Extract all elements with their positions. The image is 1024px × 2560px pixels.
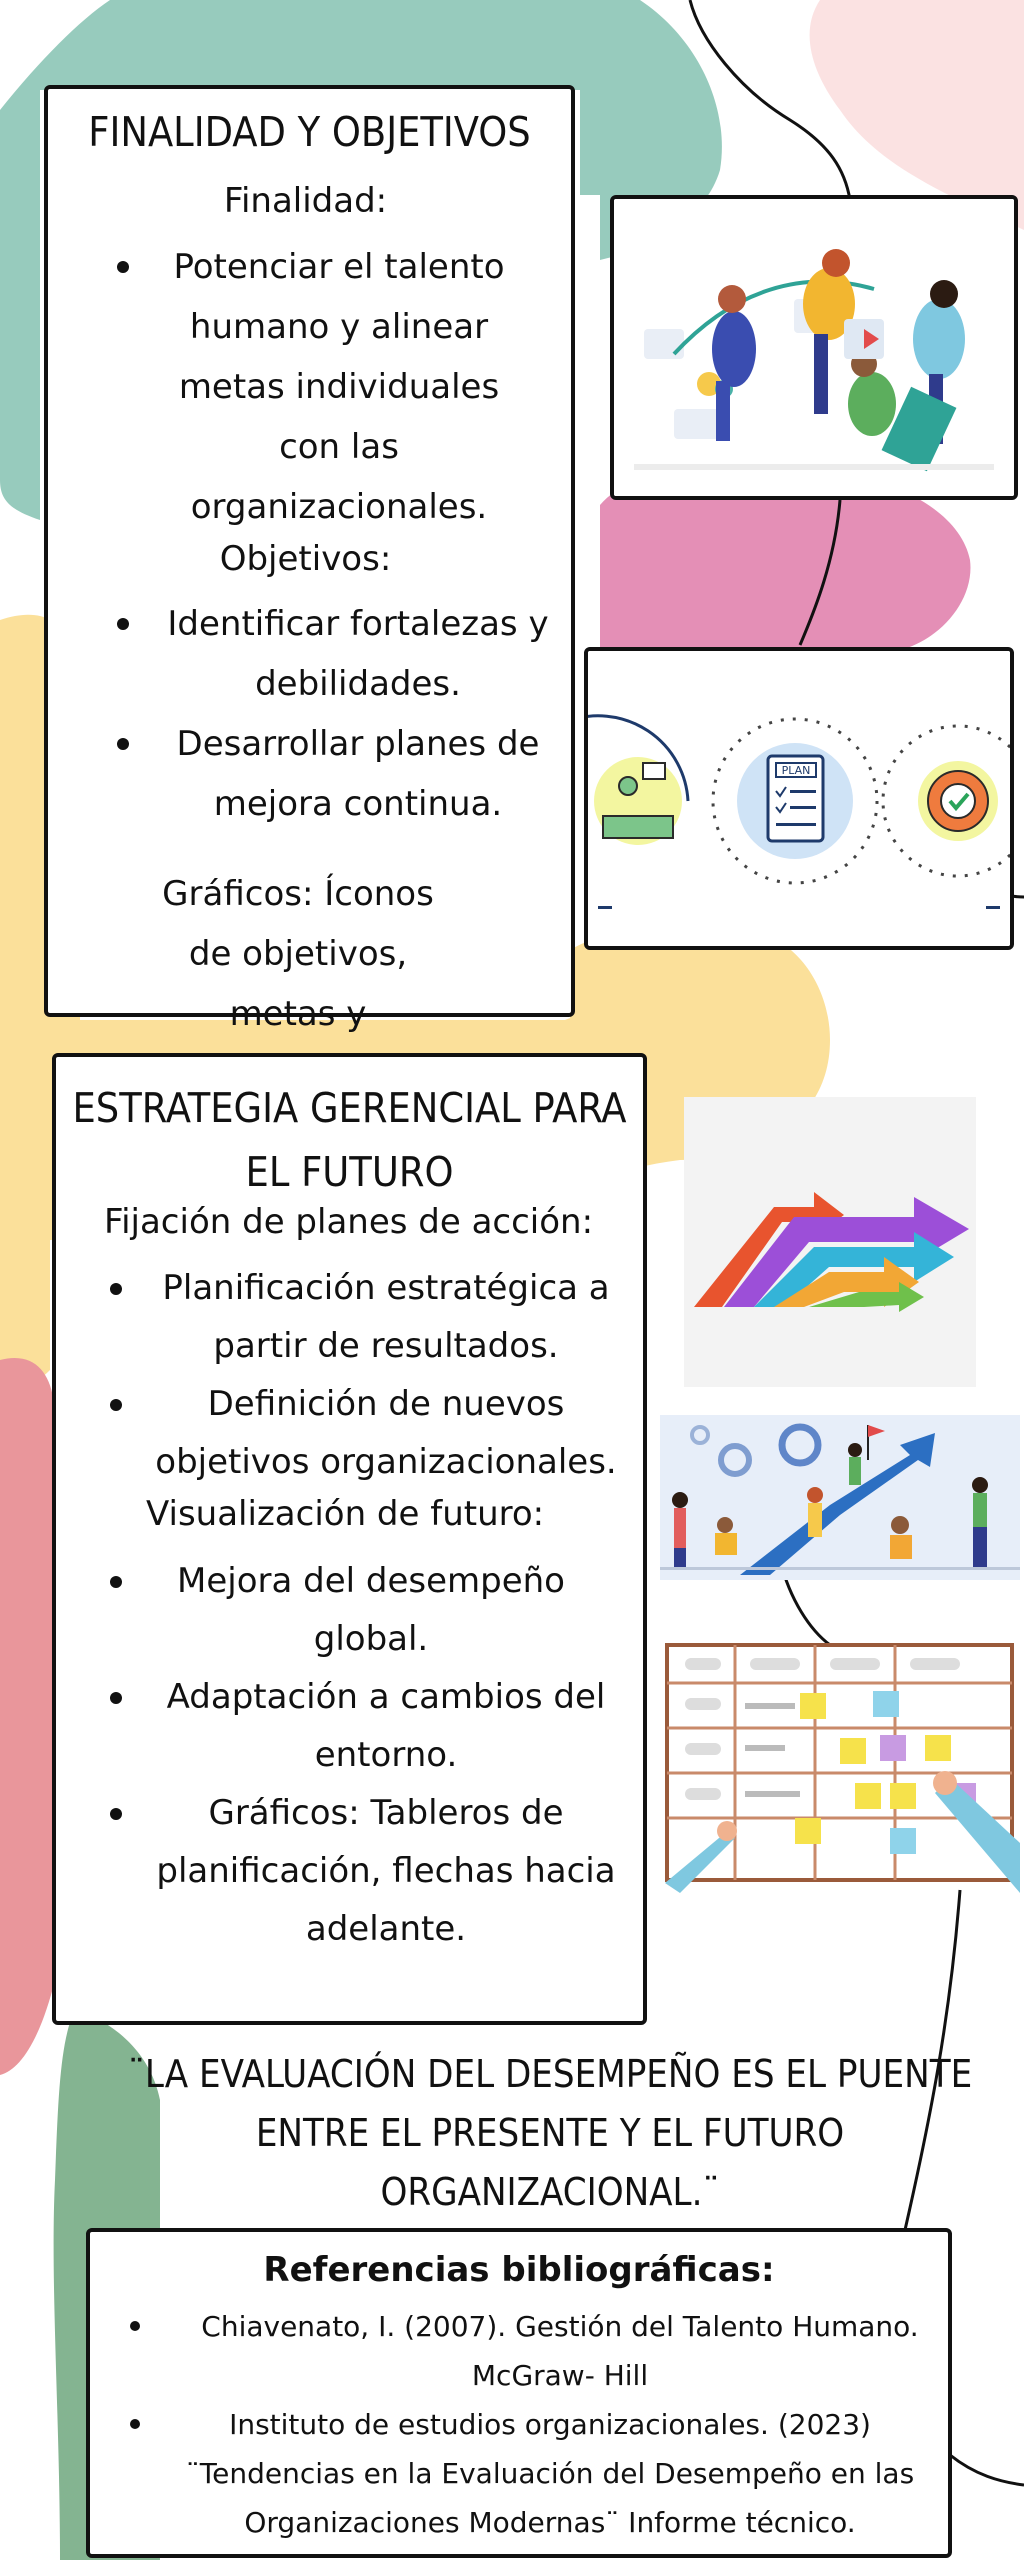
section-title: FINALIDAD Y OBJETIVOS [88, 108, 531, 156]
forward-arrows-icon [684, 1097, 976, 1387]
section-title: ESTRATEGIA GERENCIAL PARA EL FUTURO [72, 1084, 627, 1196]
references-list [130, 2302, 920, 2547]
bullet-icon [117, 261, 129, 273]
bullet-icon [110, 1692, 122, 1704]
connector-line-6 [950, 2455, 1024, 2485]
list-item-text: Instituto de estudios organizacionales. (2023) ¨Tendencias en la Evaluación del Desempeño en las Organizaciones Modernas¨ Informe técnico. [185, 2408, 915, 2539]
visualizacion-list [106, 1552, 626, 1958]
list-item-text: Chiavenato, I. (2007). Gestión del Talento Humano. McGraw- Hill [201, 2310, 919, 2392]
list-item-text: Mejora del desempeño global. [177, 1561, 565, 1659]
list-item [130, 2400, 920, 2547]
list-item [106, 1784, 626, 1958]
list-item-text: Adaptación a cambios del entorno. [166, 1677, 606, 1775]
list-item-text: Potenciar el talento humano y alinear metas individuales con las organizacionales. [173, 247, 505, 527]
objetivos-label: Objetivos: [219, 539, 392, 579]
fijacion-label: Fijación de planes de acción: [104, 1202, 594, 1242]
plan-document-icon [737, 743, 853, 859]
bullet-icon [110, 1399, 122, 1411]
estrategia-gerencial-card [52, 1053, 647, 2025]
list-item [106, 1552, 626, 1668]
finalidad-label: Finalidad: [223, 181, 388, 221]
fijacion-list [106, 1259, 626, 1491]
list-item-text: Definición de nuevos objetivos organizacionales. [155, 1384, 617, 1482]
list-item [123, 714, 563, 834]
objetivos-list [123, 594, 563, 834]
team-growth-icon [660, 1415, 1020, 1580]
bullet-icon [110, 1576, 122, 1588]
list-item [106, 1668, 626, 1784]
list-item-text: Planificación estratégica a partir de resultados. [162, 1268, 610, 1366]
list-item [123, 594, 563, 714]
salmon-blob [0, 1358, 55, 2075]
yellow-blob-right [570, 932, 740, 1055]
planning-board-illustration [665, 1643, 1020, 1893]
bullet-icon [117, 738, 129, 750]
graficos-note: Gráficos: Íconos de objetivos, metas y [162, 874, 434, 1034]
bullet-icon [110, 1283, 122, 1295]
list-item-text: Identificar fortalezas y debilidades. [167, 604, 549, 704]
visualizacion-label: Visualización de futuro: [146, 1494, 545, 1534]
bullet-icon [130, 2419, 140, 2429]
bullet-icon [117, 618, 129, 630]
bullet-icon [110, 1808, 122, 1820]
references-title: Referencias bibliográficas: [263, 2250, 775, 2290]
plan-icons-illustration [584, 647, 1014, 950]
finalidad-list [123, 237, 533, 537]
list-item [123, 237, 533, 537]
list-item [106, 1375, 626, 1491]
gear-check-icon [918, 761, 998, 841]
bullet-icon [130, 2321, 140, 2331]
plan-icons-canvas [588, 651, 1010, 946]
closing-quote: ¨LA EVALUACIÓN DEL DESEMPEÑO ES EL PUENTE ENTRE EL PRESENTE Y EL FUTURO ORGANIZACIONAL.¨ [127, 2052, 973, 2214]
plan-label: PLAN [781, 764, 811, 777]
team-collaboration-icon [614, 199, 1014, 496]
list-item [130, 2302, 920, 2400]
planning-board-icon [665, 1643, 1020, 1893]
references-card [86, 2228, 952, 2558]
team-growth-illustration [660, 1415, 1020, 1580]
list-item-text: Gráficos: Tableros de planificación, flechas hacia adelante. [156, 1793, 616, 1949]
list-item [106, 1259, 626, 1375]
list-item-text: Desarrollar planes de mejora continua. [176, 724, 540, 824]
forward-arrows-illustration [684, 1097, 976, 1387]
finalidad-objetivos-card [44, 85, 575, 1034]
team-collaboration-illustration [610, 195, 1018, 500]
